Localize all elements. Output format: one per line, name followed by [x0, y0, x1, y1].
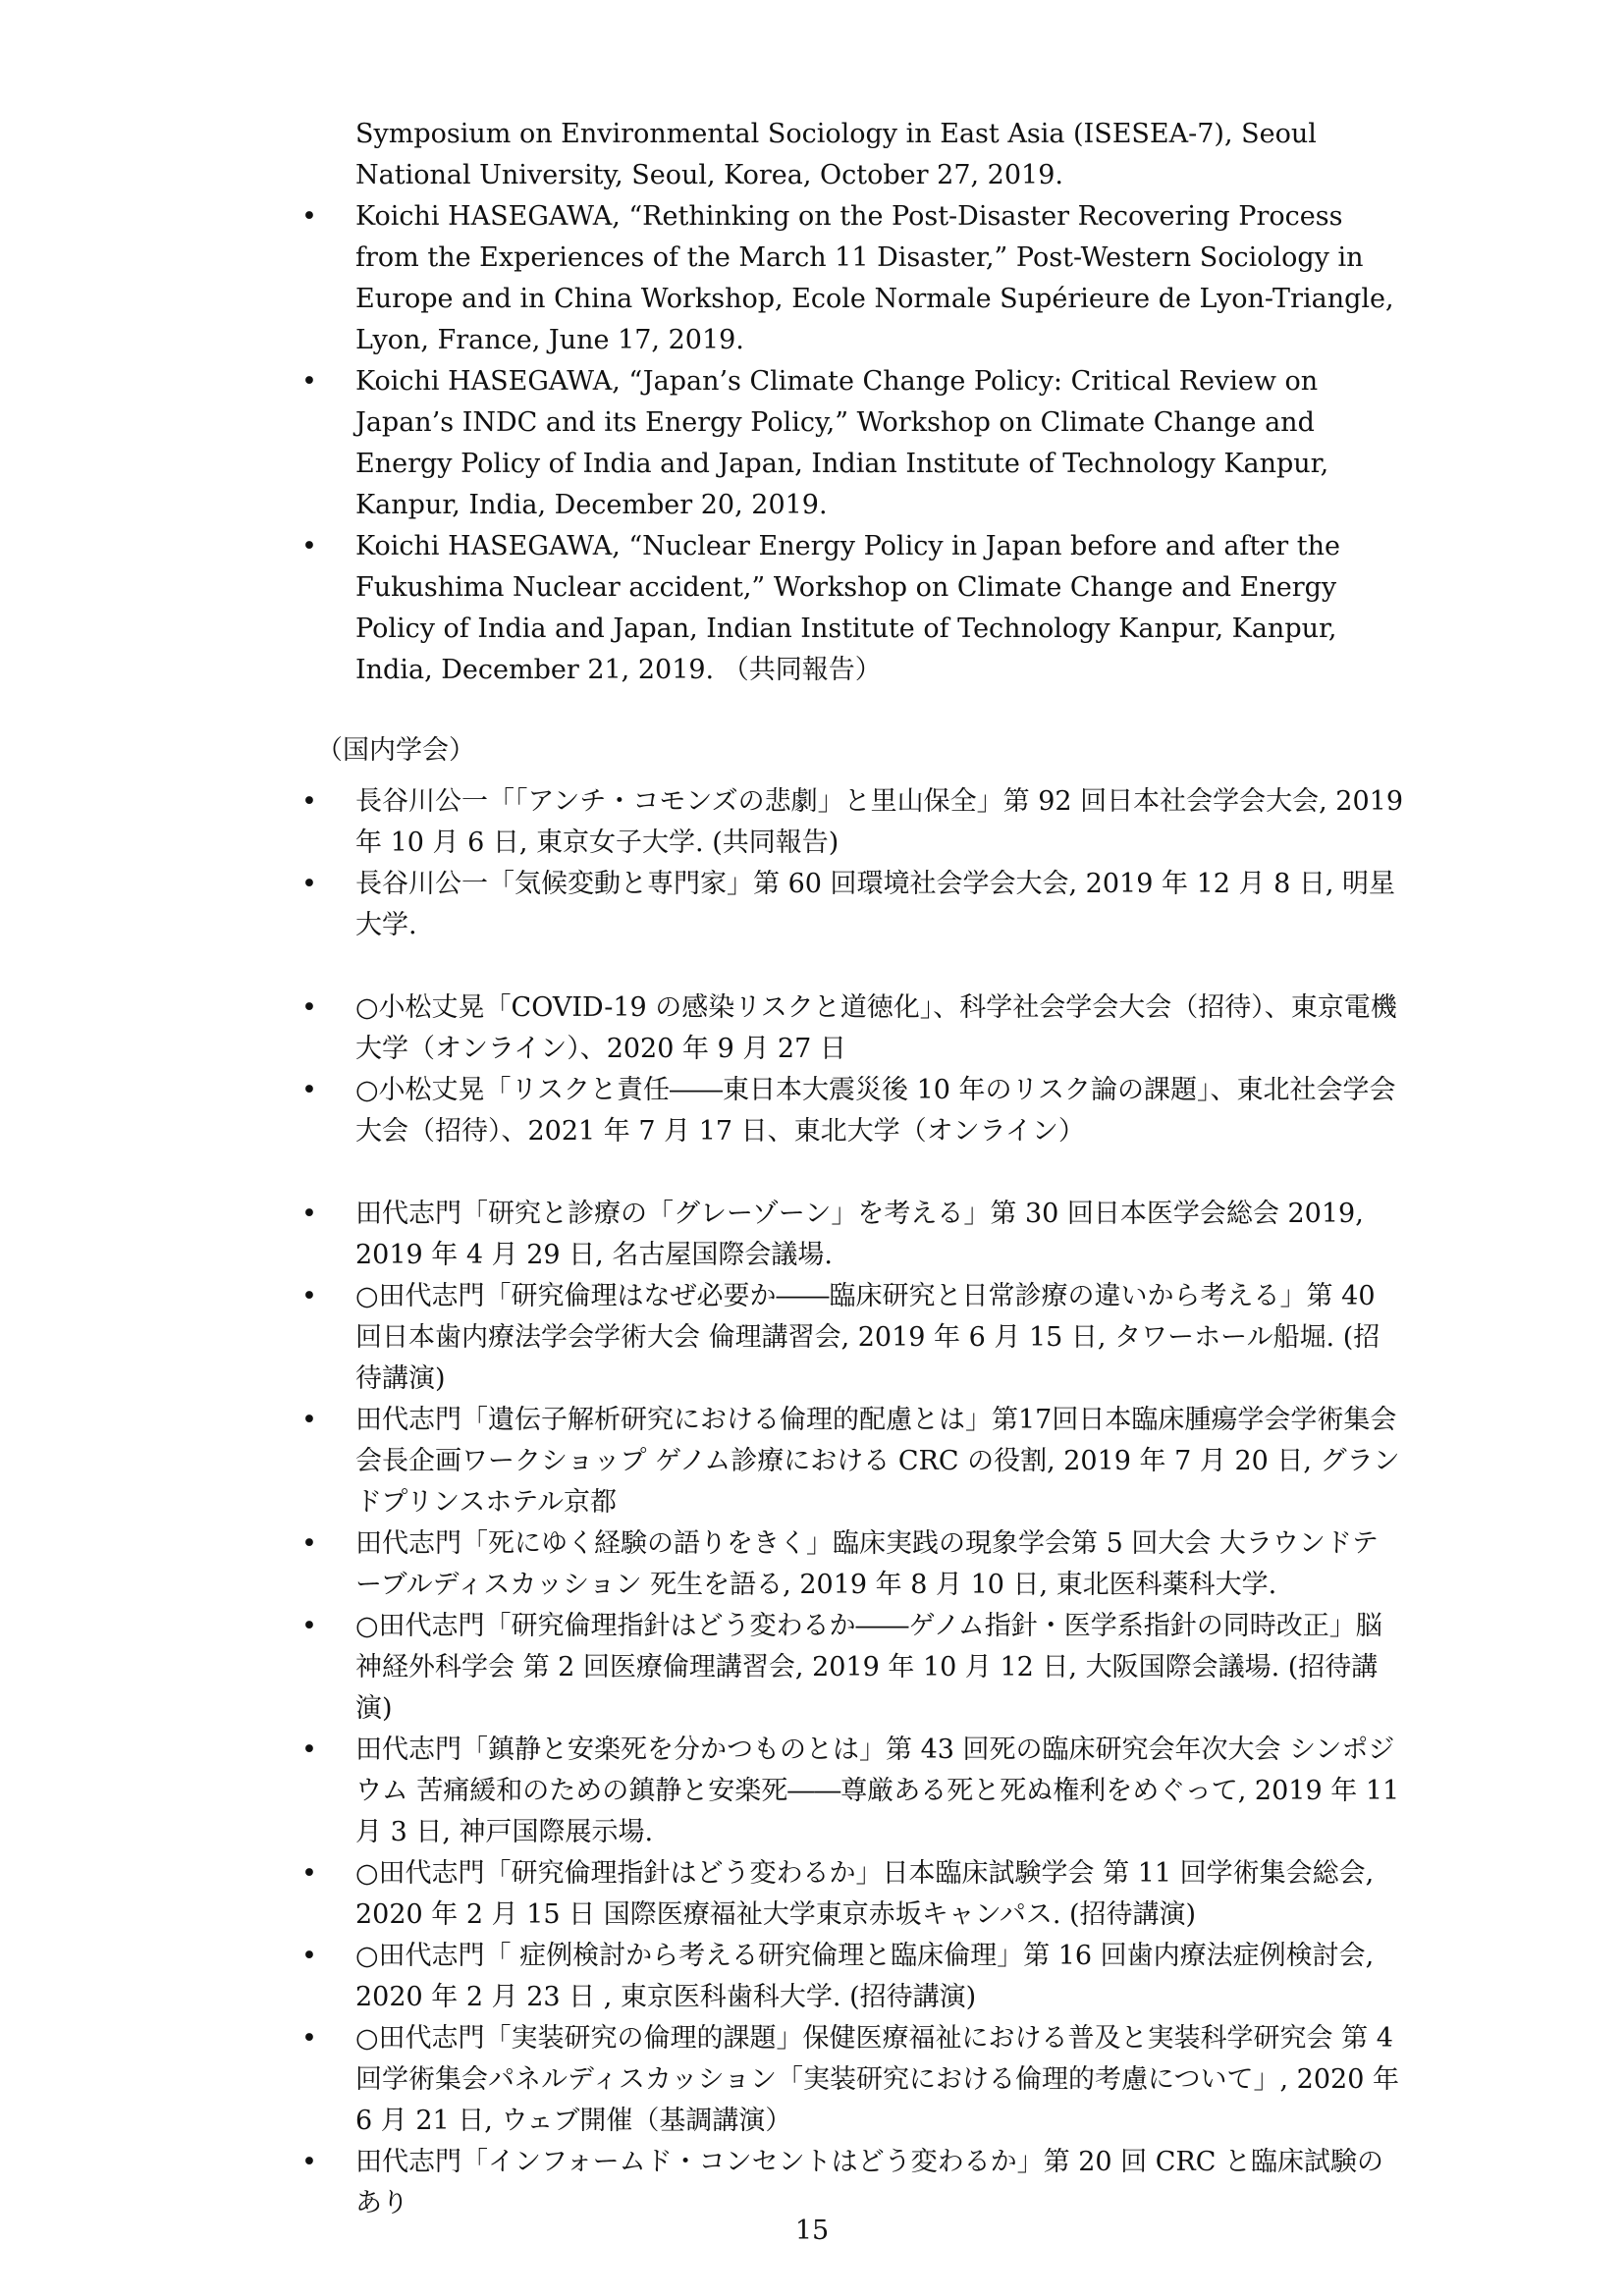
bullet-icon: • [301, 992, 317, 1023]
list-item [295, 1730, 1404, 1853]
list-item [295, 781, 1404, 864]
domestic-section-heading: （国内学会） [316, 735, 475, 766]
list-item [295, 1853, 1404, 1936]
entry-text: ○田代志門「 症例検討から考える研究倫理と臨床倫理」第 16 回歯内療法症例検討会, 2020 年 2 月 23 日 , 東京医科歯科大学. (招待講演) [355, 1941, 1375, 2012]
list-item [295, 1606, 1404, 1730]
entry-text: 田代志門「インフォームド・コンセントはどう変わるか」第 20 回 CRC と臨床試験のあり [355, 2147, 1383, 2218]
entry-text: 長谷川公一「気候変動と専門家」第 60 回環境社会学会大会, 2019 年 12 月 8 日, 明星大学. [355, 869, 1396, 940]
page-number: 15 [794, 2216, 830, 2246]
bullet-icon: • [301, 531, 317, 561]
entry-text: ○小松丈晃「COVID-19 の感染リスクと道徳化」、科学社会学会大会（招待）、東京電機大学（オンライン）、2020 年 9 月 27 日 [355, 992, 1397, 1064]
list-item [295, 1194, 1404, 1276]
bullet-icon: • [301, 201, 317, 232]
entry-text: ○田代志門「実装研究の倫理的課題」保健医療福祉における普及と実装科学研究会 第 4 回学術集会パネルディスカッション「実装研究における倫理的考慮について」, 2020 年 6 月 21 日, ウェブ開催（基調講演） [355, 2023, 1399, 2136]
list-item [295, 2018, 1404, 2142]
bullet-icon: • [301, 1735, 317, 1765]
entry-text: ○田代志門「研究倫理はなぜ必要か――臨床研究と日常診療の違いから考える」第 40 回日本歯内療法学会学術大会 倫理講習会, 2019 年 6 月 15 日, タワーホール船堀. (招待講演) [355, 1281, 1380, 1394]
bullet-icon: • [301, 1075, 317, 1105]
list-item [295, 1936, 1404, 2018]
list-item [295, 988, 1404, 1070]
entry-text: Koichi HASEGAWA, “Rethinking on the Post-Disaster Recovering Process from the Experiences of the March 11 Disaster,” Post-Western Sociology in Europe and in China Workshop, Ecole Normale Supérieure de Lyon-Triangle, Lyon, France, June 17, 2019. [355, 201, 1394, 355]
komatsu-list [295, 988, 1404, 1152]
list-item [295, 1523, 1404, 1606]
group-spacer [295, 946, 1404, 988]
entry-text: 田代志門「鎮静と安楽死を分かつものとは」第 43 回死の臨床研究会年次大会 シンポジウム 苦痛緩和のための鎮静と安楽死――尊厳ある死と死ぬ権利をめぐって, 2019 年 11 月 3 日, 神戸国際展示場. [355, 1735, 1400, 1847]
bullet-icon: • [301, 1281, 317, 1311]
bullet-icon: • [301, 1611, 317, 1641]
list-item [295, 1070, 1404, 1152]
hasegawa-list [295, 781, 1404, 946]
list-item [295, 1276, 1404, 1400]
entry-text: 田代志門「死にゆく経験の語りをきく」臨床実践の現象学会第 5 回大会 大ラウンドテーブルディスカッション 死生を語る, 2019 年 8 月 10 日, 東北医科薬科大学. [355, 1528, 1379, 1600]
international-list [295, 196, 1404, 691]
bullet-icon: • [301, 1405, 317, 1435]
list-item [295, 196, 1404, 361]
list-item [295, 361, 1404, 526]
bullet-icon: • [301, 1858, 317, 1889]
bullet-icon: • [301, 2147, 317, 2177]
entry-text: Koichi HASEGAWA, “Japan’s Climate Change Policy: Critical Review on Japan’s INDC and its Energy Policy,” Workshop on Climate Change and Energy Policy of India and Japan, Indian Institute of Technology Kanpur, Kanpur, India, December 20, 2019. [355, 366, 1329, 520]
bullet-icon: • [301, 1528, 317, 1559]
entry-text: ○田代志門「研究倫理指針はどう変わるか」日本臨床試験学会 第 11 回学術集会総会, 2020 年 2 月 15 日 国際医療福祉大学東京赤坂キャンパス. (招待講演) [355, 1858, 1375, 1930]
group-spacer [295, 1152, 1404, 1194]
entry-text: Koichi HASEGAWA, “Nuclear Energy Policy in Japan before and after the Fukushima Nuclear accident,” Workshop on Climate Change and Energy Policy of India and Japan, Indian Institute of Technology Kanpur, Kanpur, India, December 21, 2019. （共同報告） [355, 531, 1340, 685]
bullet-icon: • [301, 1941, 317, 1971]
tashiro-list [295, 1194, 1404, 2224]
entry-text: 田代志門「遺伝子解析研究における倫理的配慮とは」第17回日本臨床腫瘍学会学術集会 会長企画ワークショップ ゲノム診療における CRC の役割, 2019 年 7 月 20 日, グランドプリンスホテル京都 [355, 1405, 1400, 1518]
entry-text: ○小松丈晃「リスクと責任――東日本大震災後 10 年のリスク論の課題」、東北社会学会大会（招待）、2021 年 7 月 17 日、東北大学（オンライン） [355, 1075, 1396, 1147]
list-item [295, 864, 1404, 946]
continued-entry: Symposium on Environmental Sociology in East Asia (ISESEA-7), Seoul National University, Seoul, Korea, October 27, 2019. [355, 119, 1317, 190]
entry-text: ○田代志門「研究倫理指針はどう変わるか――ゲノム指針・医学系指針の同時改正」脳神経外科学会 第 2 回医療倫理講習会, 2019 年 10 月 12 日, 大阪国際会議場. (招待講演) [355, 1611, 1382, 1724]
bullet-icon: • [301, 1199, 317, 1229]
entry-text: 長谷川公一「「アンチ・コモンズの悲劇」と里山保全」第 92 回日本社会学会大会, 2019 年 10 月 6 日, 東京女子大学. (共同報告) [355, 786, 1404, 858]
bullet-icon: • [301, 2023, 317, 2054]
bullet-icon: • [301, 786, 317, 817]
list-item [295, 2142, 1404, 2224]
page-content [295, 114, 1404, 2224]
list-item [295, 526, 1404, 691]
bullet-icon: • [301, 366, 317, 397]
entry-text: 田代志門「研究と診療の「グレーゾーン」を考える」第 30 回日本医学会総会 2019, 2019 年 4 月 29 日, 名古屋国際会議場. [355, 1199, 1364, 1270]
bullet-icon: • [301, 869, 317, 899]
list-item [295, 1400, 1404, 1523]
